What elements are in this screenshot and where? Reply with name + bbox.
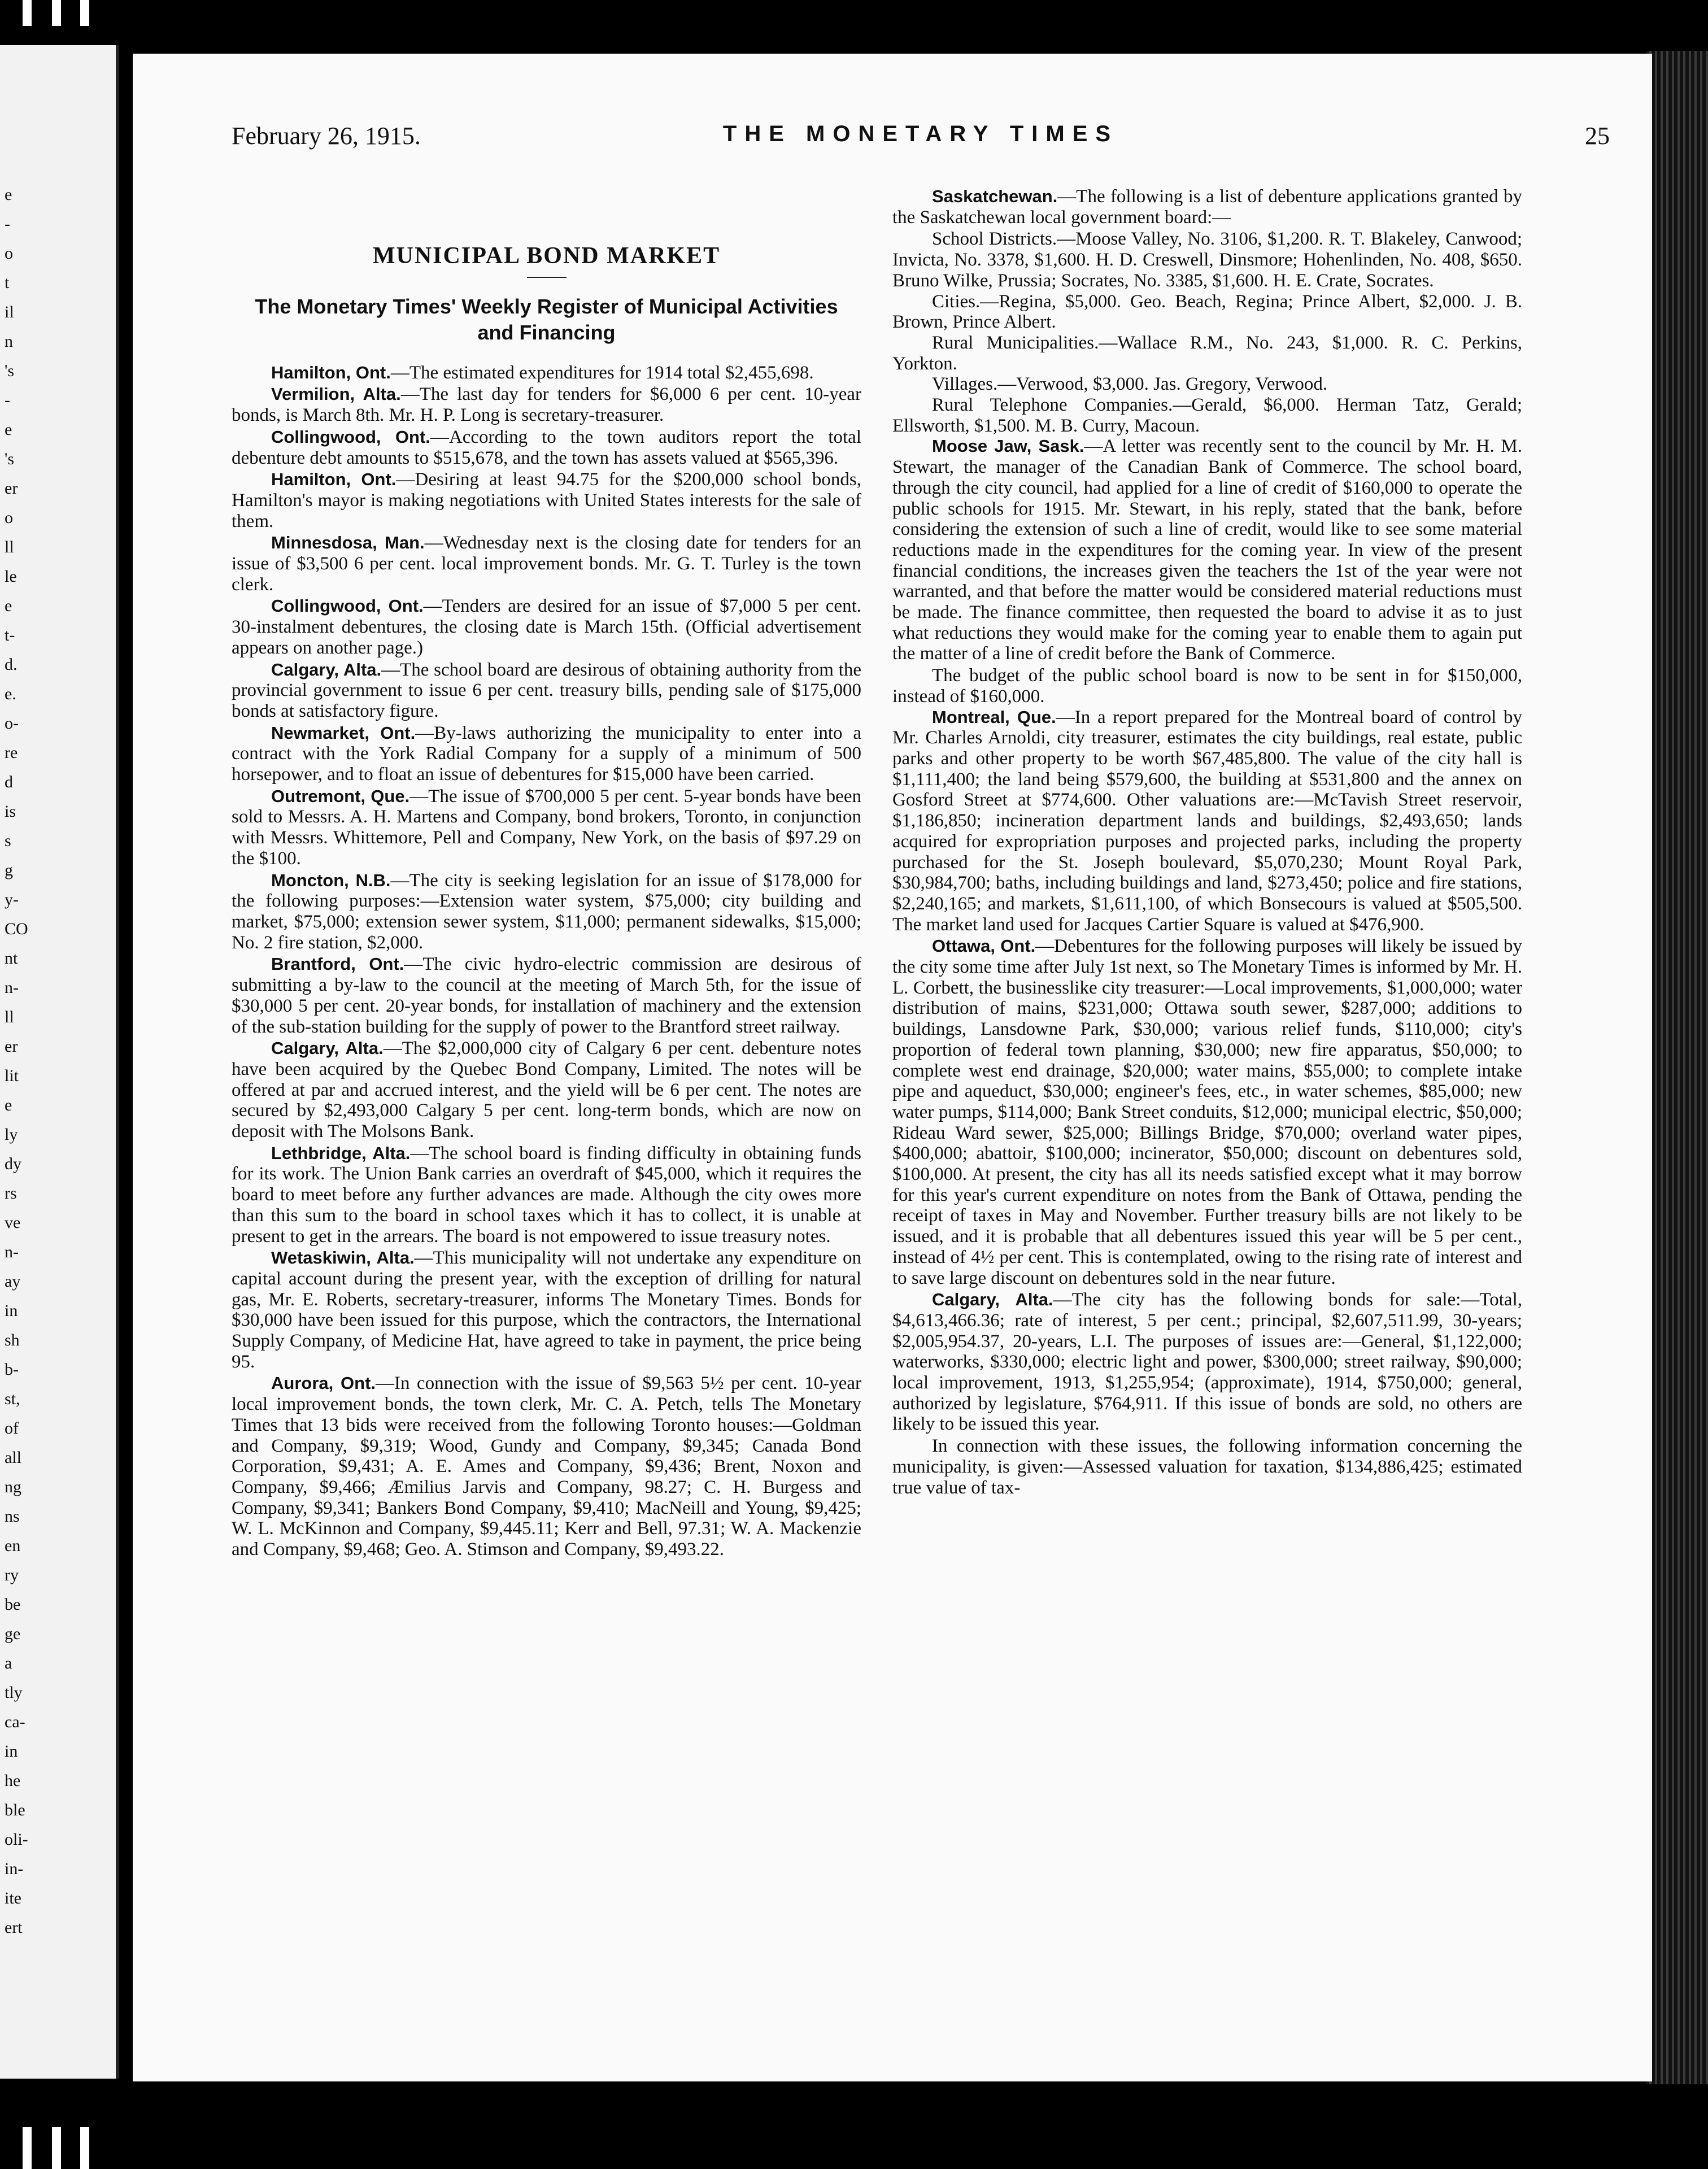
margin-fragment: a <box>5 1654 12 1673</box>
margin-fragment: b- <box>5 1360 19 1379</box>
margin-fragment: n- <box>5 978 19 997</box>
margin-fragment: e <box>5 1096 12 1114</box>
margin-fragment: ert <box>5 1918 23 1937</box>
article-entry <box>232 384 861 425</box>
entry-text: —By-laws authorizing the municipality to enter into a contract with the York Radial Company for a supply of a minimum of 500 horsepower, and to float an issue of debentures for $15,000 have been carried. <box>232 722 861 785</box>
entry-place: Collingwood, Ont. <box>271 426 430 447</box>
margin-fragment: ry <box>5 1566 19 1584</box>
entry-text: —Desiring at least 94.75 for the $200,000 school bonds, Hamilton's mayor is making negotiations with United States interests for the sale of them. <box>232 469 861 532</box>
title-rule <box>527 277 567 278</box>
margin-fragment: e <box>5 596 12 615</box>
margin-fragment: he <box>5 1771 21 1790</box>
margin-fragment: n <box>5 332 13 351</box>
margin-fragment: e <box>5 185 12 204</box>
margin-fragment: ll <box>5 1008 14 1026</box>
section-title: MUNICIPAL BOND MARKET <box>372 243 721 269</box>
issue-date: February 26, 1915. <box>232 122 421 150</box>
entry-text: —The following is a list of debenture applications granted by the Saskatchewan local government board:— <box>892 186 1522 228</box>
entry-text: —The estimated expenditures for 1914 total $2,455,698. <box>390 362 814 383</box>
margin-fragment: ns <box>5 1507 20 1526</box>
entry-place: Saskatchewan. <box>932 186 1058 206</box>
scan-mark <box>80 0 89 26</box>
margin-fragment: ll <box>5 538 14 556</box>
margin-fragment: re <box>5 743 18 762</box>
entry-paragraph: Rural Telephone Companies.—Gerald, $6,000. Herman Tatz, Gerald; Ellsworth, $1,500. M. B. Curry, Macoun. <box>892 395 1522 436</box>
entry-place: Ottawa, Ont. <box>932 936 1036 956</box>
entry-paragraph: In connection with these issues, the following information concerning the municipality, is given:—Assessed valuation for taxation, $134,886,425; estimated true value of tax- <box>892 1436 1522 1498</box>
entry-paragraph: Rural Municipalities.—Wallace R.M., No. 243, $1,000. R. C. Perkins, Yorkton. <box>892 332 1522 374</box>
margin-fragment: o- <box>5 714 19 733</box>
newspaper-page <box>133 54 1652 2081</box>
margin-fragment: e <box>5 420 12 439</box>
margin-fragment: en <box>5 1536 21 1555</box>
scan-mark <box>80 2127 89 2169</box>
margin-fragment: lit <box>5 1066 19 1085</box>
margin-fragment: in <box>5 1742 18 1761</box>
margin-fragment: ite <box>5 1889 21 1907</box>
article-entry <box>232 1143 861 1247</box>
right-column <box>892 186 1522 1498</box>
article-entry <box>892 186 1522 228</box>
entry-text: —The civic hydro-electric commission are desirous of submitting a by-law to the council at the meeting of March 5th, for the issue of $30,000 5 per cent. 20-year bonds, for installation of machinery and the extension of the sub-station building for the supply of power to the Brantford street railway. <box>232 954 862 1037</box>
entry-place: Hamilton, Ont. <box>271 469 396 490</box>
margin-fragment: - <box>5 215 10 233</box>
entry-text: —The $2,000,000 city of Calgary 6 per cent. debenture notes have been acquired by the Quebec Bond Company, Limited. The notes will be offered at par and accrued interest, and the yield will be 6 per cent. The notes are secured by $2,493,000 Calgary 5 per cent. long-term bonds, which are now on deposit with The Molsons Bank. <box>232 1038 861 1142</box>
entry-text: —The city is seeking legislation for an issue of $178,000 for the following purposes:—Extension water system, $75,000; city building and market, $75,000; extension sewer system, $11,000; permanent sidewalks, $15,000; No. 2 fire station, $2,000. <box>232 870 861 953</box>
running-header <box>232 121 1610 155</box>
entry-place: Newmarket, Ont. <box>271 722 416 743</box>
margin-fragment: o <box>5 508 13 527</box>
margin-fragment: ve <box>5 1213 21 1232</box>
margin-fragment: ly <box>5 1125 18 1144</box>
scan-mark <box>23 2127 32 2169</box>
section-subtitle: The Monetary Times' Weekly Register of Municipal Activities and Financing <box>255 294 838 344</box>
margin-fragment: ca- <box>5 1713 25 1731</box>
article-entry <box>232 870 861 953</box>
entry-place: Aurora, Ont. <box>271 1373 376 1393</box>
entry-paragraph: Cities.—Regina, $5,000. Geo. Beach, Regina; Prince Albert, $2,000. J. B. Brown, Prince Albert. <box>892 291 1522 333</box>
article-entry <box>232 427 861 468</box>
margin-fragment: of <box>5 1419 19 1438</box>
entry-text: —In connection with the issue of $9,563 5½ per cent. 10-year local improvement bonds, the town clerk, Mr. C. A. Petch, tells The Monetary Times that 13 bids were received from the following Toronto houses:—Goldman and Company, $9,319; Wood, Gundy and Company, $9,345; Canada Bond Corporation, $9,431; A. E. Ames and Company, $9,436; Brent, Noxon and Company, $9,466; Æmilius Jarvis and Company, 98.27; C. H. Burgess and Company, $9,341; Bankers Bond Company, $9,410; MacNeill and Young, $9,425; W. L. McKinnon and Company, $9,445.11; Kerr and Bell, 97.31; W. A. Mackenzie and Company, $9,468; Geo. A. Stimson and Company, $9,493.22. <box>232 1373 861 1560</box>
margin-fragment: in- <box>5 1859 24 1878</box>
article-entry <box>232 786 861 869</box>
margin-fragment: 's <box>5 362 15 380</box>
margin-fragment: il <box>5 303 14 321</box>
margin-fragment: e. <box>5 685 16 703</box>
article-entry <box>232 723 861 785</box>
margin-fragment: o <box>5 244 13 263</box>
margin-fragment: rs <box>5 1184 17 1203</box>
margin-fragment: n- <box>5 1243 19 1261</box>
entry-place: Moose Jaw, Sask. <box>932 436 1084 456</box>
margin-fragment: oli- <box>5 1830 28 1849</box>
entry-text: —According to the town auditors report the total debenture debt amounts to $515,678, and the town has assets valued at $565,396. <box>232 426 861 468</box>
entry-place: Wetaskiwin, Alta. <box>271 1248 415 1268</box>
entry-place: Lethbridge, Alta. <box>271 1143 411 1163</box>
article-entry <box>232 1248 861 1372</box>
entry-text: —This municipality will not undertake any expenditure on capital account during the present year, with the exception of drilling for natural gas, Mr. E. Roberts, secretary-treasurer, informs The Monetary Times. Bonds for $30,000 have been issued for this purpose, which the contractors, the International Supply Company, of Medicine Hat, have agreed to take in payment, the price being 95. <box>232 1248 861 1372</box>
article-entry <box>892 436 1522 664</box>
margin-fragment: is <box>5 802 16 821</box>
scan-mark <box>23 0 32 26</box>
entry-place: Calgary, Alta. <box>271 1038 384 1059</box>
entry-paragraph: Villages.—Verwood, $3,000. Jas. Gregory, Verwood. <box>932 374 1328 395</box>
page-number: 25 <box>1585 122 1610 150</box>
article-entry <box>892 1290 1522 1435</box>
margin-fragment: CO <box>5 920 28 938</box>
entry-place: Moncton, N.B. <box>271 870 391 890</box>
margin-fragment: ng <box>5 1478 21 1496</box>
margin-fragment: st, <box>5 1390 20 1408</box>
left-column <box>232 186 861 1561</box>
masthead: THE MONETARY TIMES <box>722 121 1119 146</box>
margin-fragment: d. <box>5 655 18 674</box>
entry-place: Hamilton, Ont. <box>271 362 391 382</box>
entry-text: —In a report prepared for the Montreal board of control by Mr. Charles Arnoldi, city treasurer, estimates the city buildings, real estate, public parks and other property to be worth $67,485,800. The value of the city hall is $1,111,400; the land being $579,600, the building at $531,800 and the annex on Gosford Street at $774,600. Other valuations are:—McTavish Street reservoir, $1,186,850; incineration department lands and buildings, $2,493,650; lands acquired for expropriation purposes and projected parks, including the property purchased for the St. Joseph boulevard, $5,070,230; Mount Royal Park, $30,984,700; baths, including buildings and land, $273,450; police and fire stations, $2,240,165; and markets, $1,611,100, of which Bonsecours is valued at $505,500. The market land used for Jacques Cartier Square is valued at $476,900. <box>892 707 1522 935</box>
margin-fragment: nt <box>5 949 18 968</box>
margin-fragment: - <box>5 391 10 410</box>
entry-text: —The school board are desirous of obtaining authority from the provincial government to issue 6 per cent. treasury bills, pending sale of $175,000 bonds at satisfactory figure. <box>232 659 861 721</box>
margin-fragment: t- <box>5 626 15 644</box>
margin-fragment: er <box>5 479 18 498</box>
entry-paragraph: The budget of the public school board is now to be sent in for $150,000, instead of $160,000. <box>892 665 1522 707</box>
margin-fragment: tly <box>5 1683 23 1702</box>
entry-place: Montreal, Que. <box>932 707 1056 727</box>
article-entry <box>892 936 1522 1288</box>
margin-fragment: all <box>5 1448 21 1467</box>
entry-text: —Tenders are desired for an issue of $7,000 5 per cent. 30-instalment debentures, the closing date is March 15th. (Official advertisement appears on another page.) <box>232 596 861 658</box>
entry-text: —Debentures for the following purposes will likely be issued by the city some time after July 1st next, so The Monetary Times is informed by Mr. H. L. Corbett, the businesslike city treasurer:—Local improvements, $1,000,000; water distribution of mains, $231,000; Ottawa south sewer, $287,000; additions to buildings, Lansdowne Park, $30,000; various relief funds, $110,000; city's proportion of federal town planning, $30,000; new fire apparatus, $50,000; to complete west end drainage, $20,000; water mains, $55,000; to complete intake pipe and aqueduct, $30,000; engineer's fees, etc., in water schemes, $85,000; new water pumps, $114,000; Bank Street conduits, $12,000; municipal electric, $50,000; Rideau Ward sewer, $25,000; Billings Bridge, $70,000; overland water pipes, $400,000; abattoir, $100,000; incinerator, $50,000; discount on debentures sold, $100,000. At present, the city has all its needs satisfied except what it may borrow for this year's current expenditure on notes from the Bank of Ottawa, pending the receipt of taxes in May and November. Further treasury bills are not likely to be issued, and it is probable that all debentures issued this year will be 5 per cent., instead of 4½ per cent. This is contemplated, owing to the rising rate of interest and to save large discount on debentures sold in the near future. <box>892 936 1522 1288</box>
article-entry <box>232 533 861 595</box>
entry-place: Outremont, Que. <box>271 786 410 806</box>
margin-fragment: s <box>5 831 11 850</box>
margin-fragment: t <box>5 273 10 292</box>
article-entry <box>232 954 861 1037</box>
entry-place: Calgary, Alta. <box>271 659 382 680</box>
entry-place: Collingwood, Ont. <box>271 596 424 616</box>
entry-place: Vermilion, Alta. <box>271 384 401 404</box>
margin-fragment: sh <box>5 1331 20 1349</box>
entry-place: Calgary, Alta. <box>932 1290 1053 1310</box>
margin-fragment: g <box>5 861 13 879</box>
entry-place: Minnesdosa, Man. <box>271 533 425 553</box>
entry-paragraph: School Districts.—Moose Valley, No. 3106, $1,200. R. T. Blakeley, Canwood; Invicta, No. 3378, $1,600. H. D. Creswell, Dinsmore; Hohenlinden, No. 408, $650. Bruno Wilke, Prussia; Socrates, No. 3385, $1,600. H. E. Crate, Socrates. <box>892 229 1522 291</box>
margin-fragment: d <box>5 773 13 791</box>
facing-page-edge <box>0 45 119 2079</box>
page-stack-edge <box>1646 51 1708 2084</box>
margin-fragment: ge <box>5 1624 21 1643</box>
scan-mark <box>52 0 61 26</box>
article-entry <box>232 1038 861 1142</box>
entry-text: —A letter was recently sent to the council by Mr. H. M. Stewart, the manager of the Canadian Bank of Commerce. The school board, through the city council, had applied for a line of credit of $160,000 to operate the public schools for 1915. Mr. Stewart, in his reply, stated that the bank, before considering the extension of such a line of credit, would like to see some material reductions made in the expenditures for the coming year. In view of the present financial conditions, the increases given the teachers the 1st of the year were not warranted, and that before the matter would be considered material reductions must be made. The finance committee, then requested the board to advise it as to just what reductions they would make for the coming year to enable them to again put the matter of a line of credit before the Bank of Commerce. <box>892 436 1522 664</box>
margin-fragment: in <box>5 1301 18 1320</box>
margin-fragment: dy <box>5 1155 21 1173</box>
article-entry <box>232 1373 861 1560</box>
entry-text: —The last day for tenders for $6,000 6 per cent. 10-year bonds, is March 8th. Mr. H. P. Long is secretary-treasurer. <box>232 384 861 426</box>
entry-text: —The school board is finding difficulty in obtaining funds for its work. The Union Bank carries an overdraft of $45,000, which it requires the board to meet before any further advances are made. Although the city owes more than this sum to the board in school taxes which it has to collect, it is unable at present to get in the arrears. The board is not empowered to issue treasury notes. <box>232 1143 861 1247</box>
margin-fragment: ay <box>5 1272 21 1291</box>
article-entry <box>232 469 861 532</box>
margin-fragment: le <box>5 567 17 586</box>
entry-place: Brantford, Ont. <box>271 954 404 974</box>
margin-fragment: 's <box>5 450 15 468</box>
article-entry <box>232 363 861 384</box>
entry-text: —Wednesday next is the closing date for tenders for an issue of $3,500 6 per cent. local improvement bonds. Mr. G. T. Turley is the town clerk. <box>232 533 861 595</box>
margin-fragment: ble <box>5 1801 25 1819</box>
article-entry <box>232 596 861 658</box>
entry-text: —The city has the following bonds for sale:—Total, $4,613,466.36; rate of interest, 5 per cent.; principal, $2,607,511.99, 30-years; $2,005,954.37, 20-years, L.I. The purposes of issues are:—General, $1,122,000; waterworks, $330,000; electric light and power, $300,000; street railway, $90,000; local improvement, 1913, $1,255,954; (approximate), 1914, $750,000; general, authorized by legislature, $764,911. If this issue of bonds are sold, no others are likely to be issued this year. <box>892 1290 1522 1435</box>
margin-fragment: er <box>5 1037 18 1056</box>
scan-mark <box>52 2127 61 2169</box>
margin-fragment: be <box>5 1595 21 1614</box>
article-entry <box>232 660 861 722</box>
article-entry <box>892 707 1522 935</box>
margin-fragment: y- <box>5 890 19 909</box>
entry-text: —The issue of $700,000 5 per cent. 5-year bonds have been sold to Messrs. A. H. Martens and Company, bond brokers, Toronto, in conjunction with Messrs. Whittemore, Pell and Company, New York, on the basis of $97.29 on the $100. <box>232 786 861 869</box>
